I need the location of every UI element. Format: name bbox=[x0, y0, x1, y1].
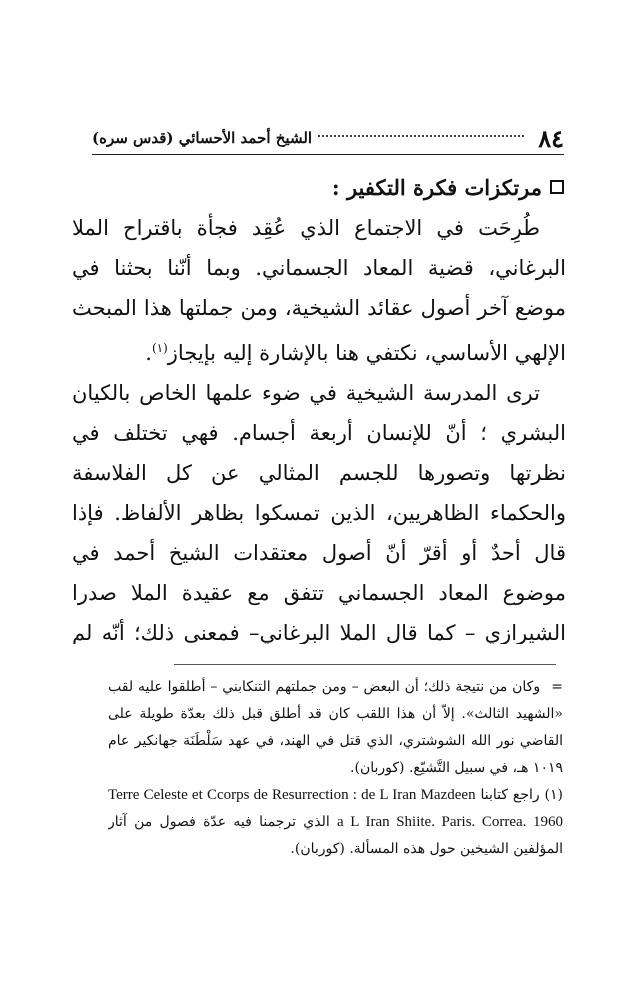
running-title: الشيخ أحمد الأحسائي (قدس سره) bbox=[92, 129, 313, 147]
footnote-continuation bbox=[108, 674, 563, 782]
paragraph-1: طُرِحَت في الاجتماع الذي عُقِد فجأة باقتراح الملا البرغاني، قضية المعاد الجسماني. وبما أنّنا بحثنا في موضع آخر أصول عقائد الشيخية، ومن جملتها هذا المبحث الإلهي الأساسي، نكتفي هنا بالإشارة إليه بإيجاز$^{(١)}$. bbox=[72, 216, 566, 365]
footnote-divider bbox=[174, 664, 556, 665]
section-heading bbox=[92, 170, 564, 204]
footnote-1-book-title: Terre Celeste et Ccorps de Resurrection : de L Iran Mazdeen a L Iran Shiite. Paris. Correa. 1960 bbox=[108, 787, 563, 830]
page-header bbox=[92, 122, 564, 155]
paragraph-1-text: طُرِحَت في الاجتماع الذي عُقِد فجأة باقتراح الملا البرغاني، قضية المعاد الجسماني. وبما أنّنا بحثنا في موضع آخر أصول عقائد الشيخية، ومن جملتها هذا المبحث الإلهي الأساسي، نكتفي هنا بالإشارة إليه بإيجاز bbox=[72, 216, 566, 365]
footnote-continuation-text: وكان من نتيجة ذلك؛ أن البعض – ومن جملتهم التنكابني – أطلقوا عليه لقب «الشهيد الثالث». إلاّ أن هذا اللقب كان قد أطلق قبل ذلك بعدّة طويلة على القاضي نور الله الشوشتري، الذي قتل في الهند، في عهد سَلْطَنَة جهانكير عام ١٠١٩ هـ، في سبيل التَّشيّع. (كوربان). bbox=[108, 679, 563, 776]
paragraph-2: ترى المدرسة الشيخية في ضوء علمها الخاص بالكيان البشري ؛ أنّ للإنسان أربعة أجسام. فهي تختلف في نظرتها وتصورها للجسم المثالي عن كل الفلاسفة والحكماء الظاهريين، الذين تمسكوا بظاهر الألفاظ. فإذا قال أحدٌ أو أقرّ أنّ أصول معتقدات الشيخ أحمد في موضوع المعاد الجسماني تتفق مع عقيدة الملا صدرا الشيرازي – كما قال الملا البرغاني– فمعنى ذلك؛ أنّه لم bbox=[72, 381, 566, 644]
footnote-1-number: (١) bbox=[544, 787, 563, 803]
main-text bbox=[72, 208, 566, 644]
square-bullet-icon bbox=[550, 180, 564, 194]
page-number: ٨٤ bbox=[538, 123, 564, 153]
header-leader-dots bbox=[318, 134, 524, 137]
footnote-1-suffix: عدّة فصول من آثار المؤلفين الشيخين حول هذه المسألة. (كوربان). bbox=[108, 814, 563, 857]
footnote-1-mid: الذي ترجمنا فيه bbox=[233, 814, 330, 830]
section-heading-text: مرتكزات فكرة التكفير : bbox=[331, 174, 542, 200]
footnote-1-prefix: راجع كتابنا bbox=[480, 787, 540, 803]
footnote-ref-1: (١) bbox=[151, 341, 168, 355]
continuation-mark: = bbox=[551, 679, 563, 695]
footnotes bbox=[108, 674, 563, 904]
footnote-1 bbox=[108, 782, 563, 863]
